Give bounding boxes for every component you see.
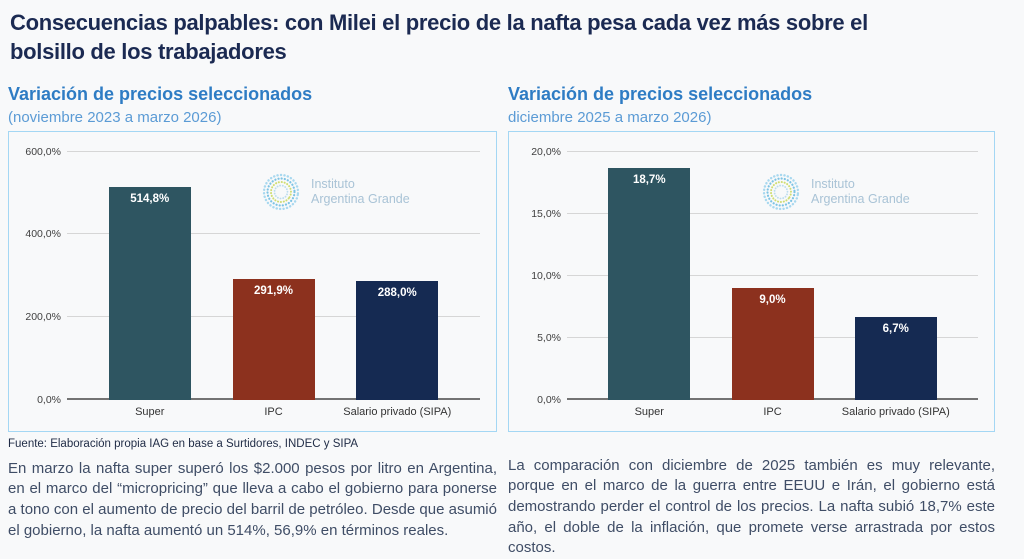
bar-value-label: 18,7% bbox=[632, 173, 666, 186]
x-category-label: Salario privado (SIPA) bbox=[343, 405, 452, 418]
commentary-left: En marzo la nafta super superó los $2.000 pesos por litro en Argentina, en el marco del “micropricing” que lleva a cabo el gobierno para ponerse a tono con el aumento de precio del barril de petróleo. Desde que asumió el gobierno, la nafta aumentó un 514%, 56,9% en términos reales. bbox=[8, 459, 497, 539]
bar-super bbox=[608, 168, 690, 400]
price-variation-chart-nov2023-mar2026 bbox=[8, 131, 497, 432]
category-axis bbox=[67, 406, 480, 420]
bar-value-label: 514,8% bbox=[130, 192, 170, 205]
iag-swirl-icon bbox=[261, 172, 301, 212]
page-title: Consecuencias palpables: con Milei el precio de la nafta pesa cada vez más sobre el bolsillo de los trabajadores bbox=[10, 10, 868, 65]
iag-logo-text bbox=[311, 177, 410, 207]
category-axis bbox=[567, 406, 978, 420]
source-note: Fuente: Elaboración propia IAG en base a Surtidores, INDEC y SIPA bbox=[8, 437, 359, 450]
iag-swirl-icon bbox=[761, 172, 801, 212]
iag-logo-line2: Argentina Grande bbox=[811, 191, 910, 206]
chart-subtitle-left: (noviembre 2023 a marzo 2026) bbox=[8, 108, 222, 126]
y-tick-label: 0,0% bbox=[537, 393, 561, 406]
iag-logo-line2: Argentina Grande bbox=[311, 191, 410, 206]
right-column bbox=[508, 84, 995, 559]
x-category-label: IPC bbox=[264, 405, 283, 418]
y-tick-label: 400,0% bbox=[25, 228, 61, 241]
bar-super bbox=[109, 187, 191, 400]
price-variation-chart-dec2025-mar2026 bbox=[508, 131, 995, 432]
y-tick-label: 15,0% bbox=[531, 207, 561, 220]
commentary-right: La comparación con diciembre de 2025 también es muy relevante, porque en el marco de la guerra entre EEUU e Irán, el gobierno está demostrando perder el control de los precios. La nafta subió 18,7% este año, el doble de la inflación, que promete verse arrastrada por estos costos. bbox=[508, 456, 995, 557]
y-tick-label: 600,0% bbox=[25, 145, 61, 158]
y-tick-label: 200,0% bbox=[25, 310, 61, 323]
iag-logo bbox=[261, 172, 410, 212]
bar-value-label: 288,0% bbox=[377, 286, 417, 299]
bar-salario-privado-sipa- bbox=[356, 281, 438, 400]
bar-ipc bbox=[732, 288, 814, 400]
y-tick-label: 5,0% bbox=[537, 331, 561, 344]
x-category-label: Super bbox=[634, 405, 664, 418]
bar-salario-privado-sipa- bbox=[855, 317, 937, 400]
bar-value-label: 9,0% bbox=[759, 294, 786, 306]
x-category-label: Salario privado (SIPA) bbox=[841, 405, 950, 418]
left-column bbox=[8, 84, 497, 541]
x-category-label: IPC bbox=[763, 405, 782, 418]
iag-logo-line1: Instituto bbox=[311, 176, 355, 191]
chart-title-left: Variación de precios seleccionados bbox=[8, 84, 313, 104]
x-category-label: Super bbox=[135, 405, 165, 418]
chart-subtitle-right: diciembre 2025 a marzo 2026) bbox=[508, 108, 712, 126]
y-tick-label: 10,0% bbox=[531, 269, 561, 282]
y-tick-label: 0,0% bbox=[37, 393, 61, 406]
bar-value-label: 6,7% bbox=[882, 322, 909, 335]
chart-title-right: Variación de precios seleccionados bbox=[508, 84, 813, 104]
iag-logo-text bbox=[811, 177, 910, 207]
y-tick-label: 20,0% bbox=[531, 145, 561, 158]
iag-logo bbox=[761, 172, 910, 212]
bar-ipc bbox=[233, 279, 315, 400]
bar-value-label: 291,9% bbox=[253, 284, 294, 297]
iag-logo-line1: Instituto bbox=[811, 176, 855, 191]
